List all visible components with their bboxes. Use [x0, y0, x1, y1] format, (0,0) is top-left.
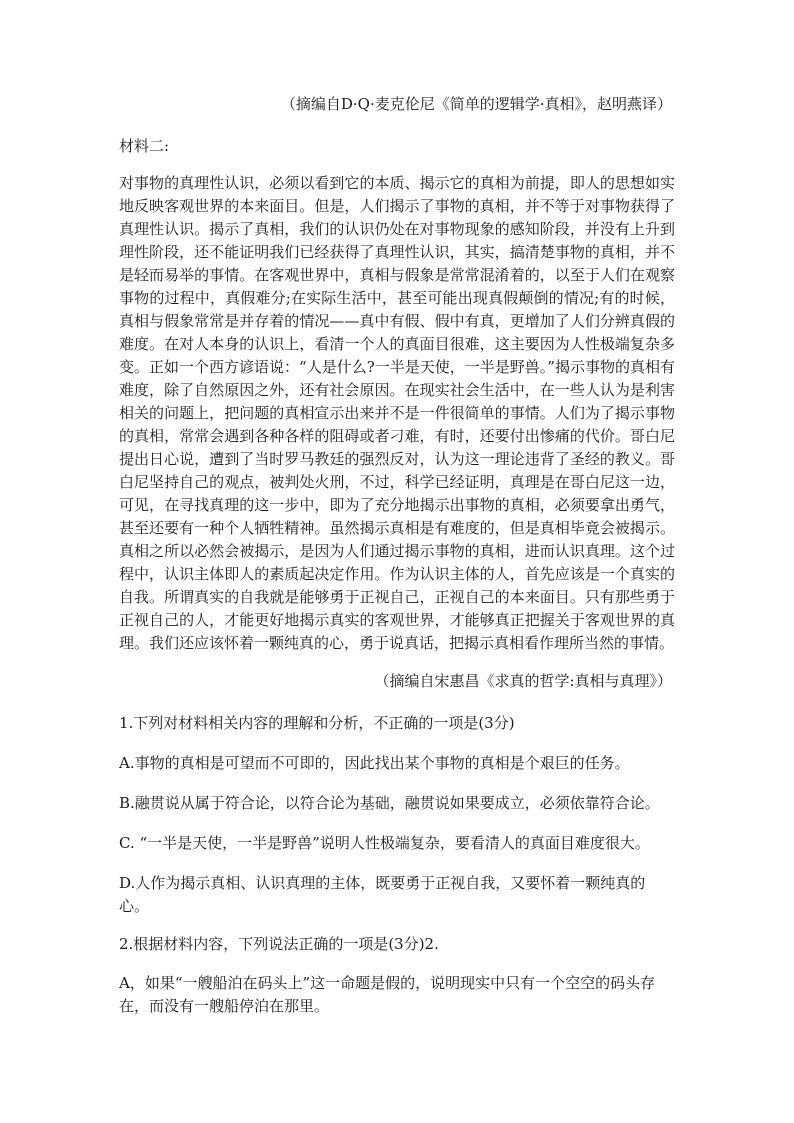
source-citation-1: （摘编自D·Q·麦克伦尼《简单的逻辑学·真相》，赵明燕译） [280, 95, 672, 113]
question-1-option-c: C. “一半是天使，一半是野兽”说明人性极端复杂，要看清人的真面目难度很大。 [119, 834, 650, 852]
question-1-option-a: A.事物的真相是可望而不可即的，因此找出某个事物的真相是个艰巨的任务。 [119, 754, 630, 772]
source-citation-2: （摘编自宋惠昌《求真的哲学:真相与真理》） [374, 672, 672, 690]
material-2-heading: 材料二: [119, 137, 170, 155]
question-2-option-a: A，如果“一艘船泊在码头上”这一命题是假的，说明现实中只有一个空空的码头存在，而没有一艘船停泊在那里。 [119, 974, 656, 1015]
question-1-option-d: D.人作为揭示真相、认识真理的主体，既要勇于正视自我，又要怀着一颗纯真的心。 [119, 874, 646, 915]
question-1-stem: 1.下列对材料相关内容的理解和分析，不正确的一项是(3分) [119, 714, 515, 732]
material-2-body: 对事物的真理性认识，必须以看到它的本质、揭示它的真相为前提，即人的思想如实地反映客观世界的本来面目。但是，人们揭示了事物的真相，并不等于对事物获得了真理性认识。揭示了真相，我们的认识仍处在对事物现象的感知阶段，并没有上升到理性阶段，还不能证明我们已经获得了真理性认识，其实，搞清楚事物的真相，并不是轻而易举的事情。在客观世界中，真相与假象是常常混淆着的，以至于人们在观察事物的过程中，真假难分;在实际生活中，甚至可能出现真假颠倒的情况;有的时候，真相与假象常常是并存着的情况——真中有假、假中有真，更增加了人们分辨真假的难度。在对人本身的认识上，看清一个人的真面目很难，这主要因为人性极端复杂多变。正如一个西方谚语说：“人是什么?一半是天使，一半是野兽。”揭示事物的真相有难度，除了自然原因之外，还有社会原因。在现实社会生活中，在一些人认为是利害相关的问题上，把问题的真相宣示出来并不是一件很简单的事情。人们为了揭示事物的真相，常常会遇到各种各样的阻碍或者刁难，有时，还要付出惨痛的代价。哥白尼提出日心说，遭到了当时罗马教廷的强烈反对，认为这一理论违背了圣经的教义。哥白尼坚持自己的观点，被判处火刑，不过，科学已经证明，真理是在哥白尼这一边，可见，在寻找真理的这一步中，即为了充分地揭示出事物的真相，必须要拿出勇气，甚至还要有一种个人牺牲精神。虽然揭示真相是有难度的，但是真相毕竟会被揭示。真相之所以必然会被揭示，是因为人们通过揭示事物的真相，进而认识真理。这个过程中，认识主体即人的素质起决定作用。作为认识主体的人，首先应该是一个真实的自我。所谓真实的自我就是能够勇于正视自己，正视自己的本来面目。只有那些勇于正视自己的人，才能更好地揭示真实的客观世界，才能够真正把握关于客观世界的真理。我们还应该怀着一颗纯真的心，勇于说真话，把揭示真相看作理所当然的事情。 [119, 174, 675, 652]
question-2-stem: 2.根据材料内容，下列说法正确的一项是(3分)2. [119, 935, 439, 953]
question-1-option-b: B.融贯说从属于符合论，以符合论为基础，融贯说如果要成立，必须依靠符合论。 [119, 794, 660, 812]
